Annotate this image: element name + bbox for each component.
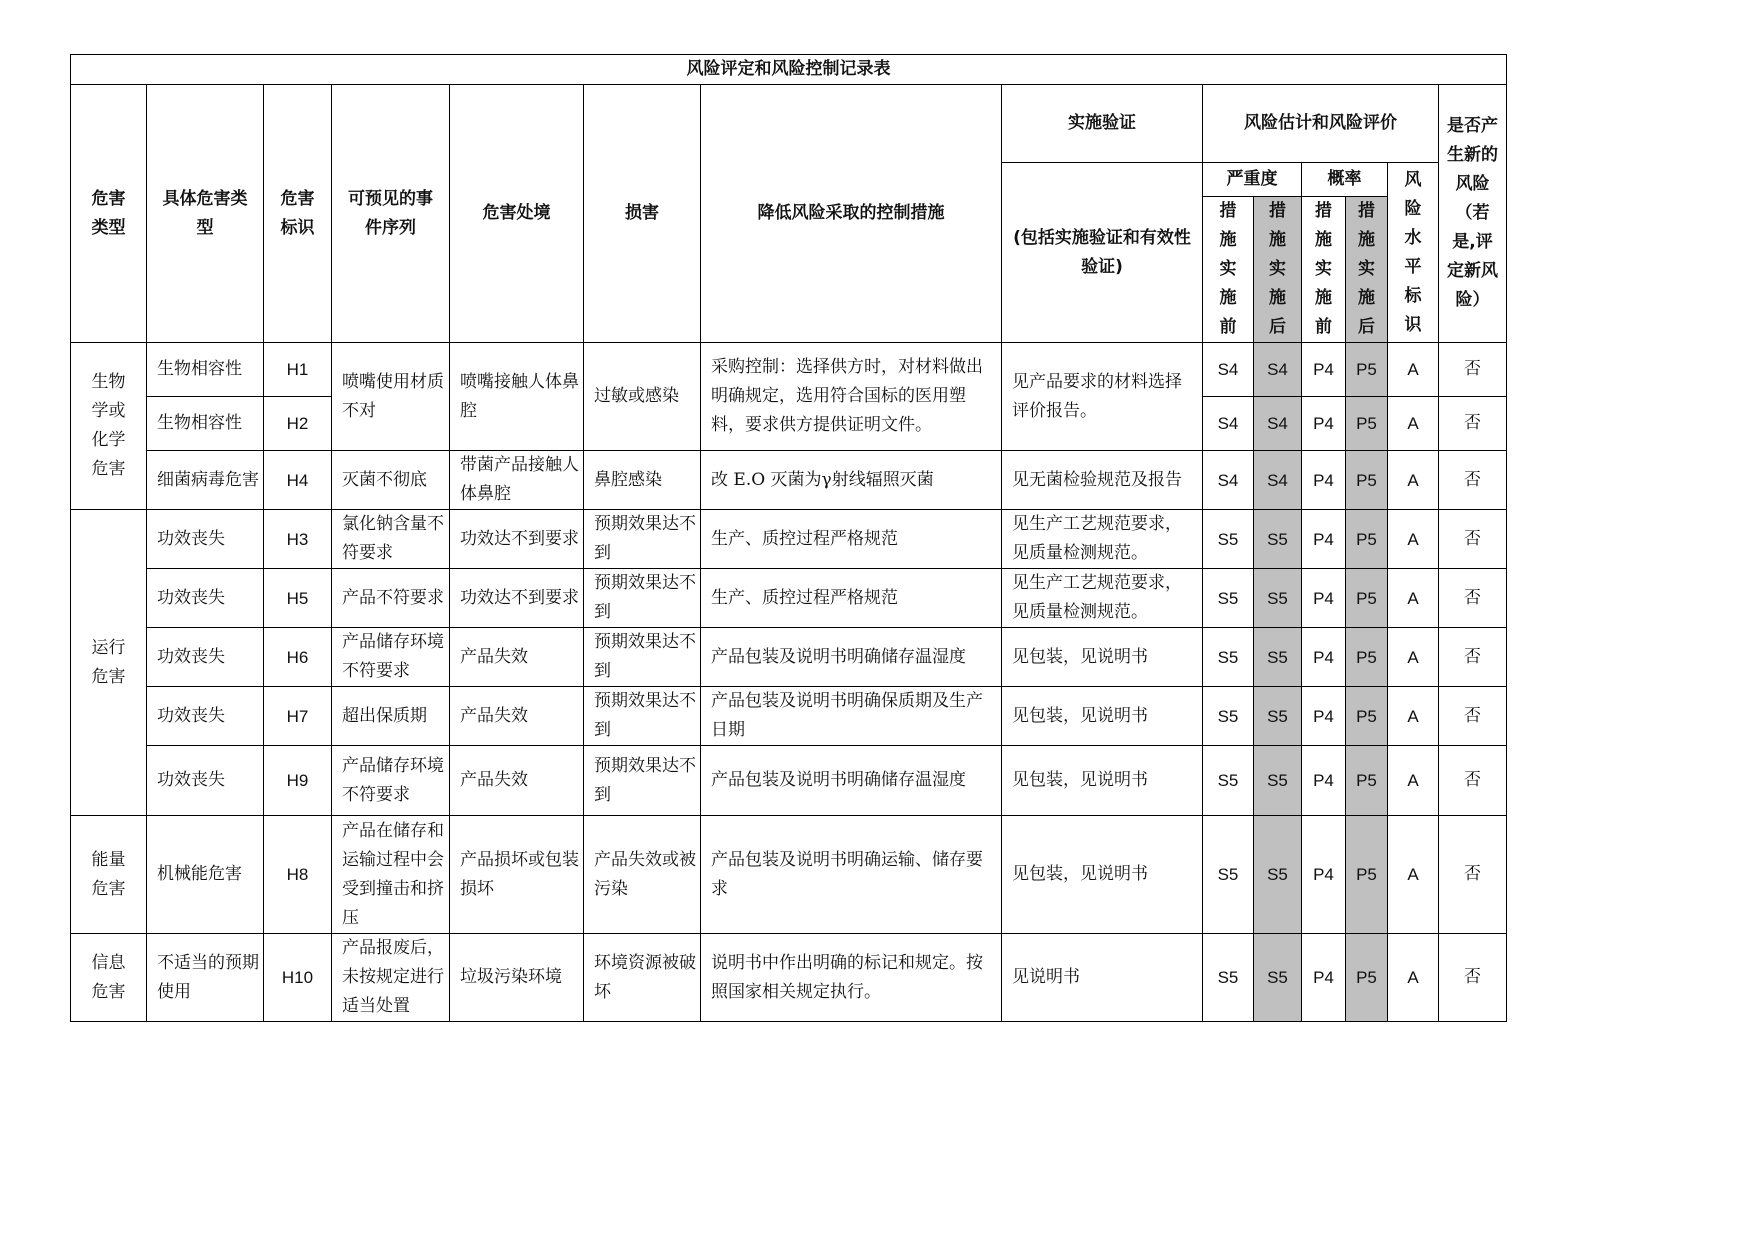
risk-level: A	[1388, 628, 1439, 687]
severity-before: S4	[1203, 343, 1254, 397]
hazard-id: H6	[264, 628, 332, 687]
hazard-id: H7	[264, 687, 332, 746]
table-title: 风险评定和风险控制记录表	[71, 55, 1507, 85]
verification: 见说明书	[1002, 934, 1203, 1022]
new-risk: 否	[1439, 343, 1507, 397]
specific-hazard: 功效丧失	[147, 569, 264, 628]
hazard-situation: 功效达不到要求	[450, 510, 584, 569]
header-probability-before: 措施实施前	[1302, 197, 1346, 343]
control-measure: 产品包装及说明书明确运输、储存要求	[701, 816, 1002, 934]
severity-before: S4	[1203, 451, 1254, 510]
group-label: 生物学或化学危害	[71, 343, 147, 510]
event-sequence: 产品储存环境不符要求	[332, 628, 450, 687]
probability-after: P5	[1346, 451, 1388, 510]
harm: 鼻腔感染	[584, 451, 701, 510]
severity-before: S5	[1203, 510, 1254, 569]
header-harm: 损害	[584, 85, 701, 343]
probability-before: P4	[1302, 816, 1346, 934]
control-measure: 产品包装及说明书明确储存温湿度	[701, 628, 1002, 687]
probability-after: P5	[1346, 816, 1388, 934]
probability-after: P5	[1346, 628, 1388, 687]
severity-after: S5	[1254, 934, 1302, 1022]
hazard-id: H2	[264, 397, 332, 451]
harm: 预期效果达不到	[584, 569, 701, 628]
verification: 见包装，见说明书	[1002, 746, 1203, 816]
group-label: 运行危害	[71, 510, 147, 816]
harm: 预期效果达不到	[584, 746, 701, 816]
header-risk-eval: 风险估计和风险评价	[1203, 85, 1439, 163]
header-event-sequence: 可预见的事件序列	[332, 85, 450, 343]
hazard-situation: 产品失效	[450, 687, 584, 746]
risk-level: A	[1388, 816, 1439, 934]
specific-hazard: 机械能危害	[147, 816, 264, 934]
hazard-situation: 喷嘴接触人体鼻腔	[450, 343, 584, 451]
probability-before: P4	[1302, 451, 1346, 510]
specific-hazard: 功效丧失	[147, 687, 264, 746]
verification: 见包装，见说明书	[1002, 687, 1203, 746]
specific-hazard: 生物相容性	[147, 343, 264, 397]
group-label: 能量危害	[71, 816, 147, 934]
hazard-id: H3	[264, 510, 332, 569]
header-hazard-type: 危害类型	[71, 85, 147, 343]
header-severity: 严重度	[1203, 163, 1302, 197]
harm: 过敏或感染	[584, 343, 701, 451]
severity-after: S5	[1254, 510, 1302, 569]
header-risk-level: 风险水平标识	[1388, 163, 1439, 343]
hazard-situation: 功效达不到要求	[450, 569, 584, 628]
header-probability-after: 措施实施后	[1346, 197, 1388, 343]
new-risk: 否	[1439, 397, 1507, 451]
risk-level: A	[1388, 569, 1439, 628]
harm: 产品失效或被污染	[584, 816, 701, 934]
verification: 见无菌检验规范及报告	[1002, 451, 1203, 510]
probability-before: P4	[1302, 628, 1346, 687]
verification: 见包装，见说明书	[1002, 816, 1203, 934]
probability-after: P5	[1346, 687, 1388, 746]
event-sequence: 产品在储存和运输过程中会受到撞击和挤压	[332, 816, 450, 934]
probability-before: P4	[1302, 569, 1346, 628]
probability-after: P5	[1346, 746, 1388, 816]
harm: 预期效果达不到	[584, 687, 701, 746]
severity-before: S5	[1203, 816, 1254, 934]
severity-after: S5	[1254, 687, 1302, 746]
verification: 见生产工艺规范要求，见质量检测规范。	[1002, 510, 1203, 569]
harm: 环境资源被破坏	[584, 934, 701, 1022]
probability-before: P4	[1302, 934, 1346, 1022]
severity-before: S5	[1203, 569, 1254, 628]
verification: 见产品要求的材料选择评价报告。	[1002, 343, 1203, 451]
severity-after: S5	[1254, 746, 1302, 816]
probability-after: P5	[1346, 510, 1388, 569]
new-risk: 否	[1439, 934, 1507, 1022]
control-measure: 生产、质控过程严格规范	[701, 510, 1002, 569]
header-specific-hazard: 具体危害类型	[147, 85, 264, 343]
header-control-measures: 降低风险采取的控制措施	[701, 85, 1002, 343]
event-sequence: 灭菌不彻底	[332, 451, 450, 510]
new-risk: 否	[1439, 628, 1507, 687]
event-sequence: 喷嘴使用材质不对	[332, 343, 450, 451]
hazard-situation: 垃圾污染环境	[450, 934, 584, 1022]
control-measure: 产品包装及说明书明确储存温湿度	[701, 746, 1002, 816]
event-sequence: 氯化钠含量不符要求	[332, 510, 450, 569]
hazard-situation: 带菌产品接触人体鼻腔	[450, 451, 584, 510]
specific-hazard: 细菌病毒危害	[147, 451, 264, 510]
severity-after: S5	[1254, 569, 1302, 628]
risk-record-table	[70, 54, 1507, 1022]
severity-after: S5	[1254, 628, 1302, 687]
probability-before: P4	[1302, 746, 1346, 816]
risk-level: A	[1388, 934, 1439, 1022]
probability-after: P5	[1346, 397, 1388, 451]
control-measure: 改 E.O 灭菌为γ射线辐照灭菌	[701, 451, 1002, 510]
severity-before: S5	[1203, 746, 1254, 816]
hazard-id: H1	[264, 343, 332, 397]
event-sequence: 超出保质期	[332, 687, 450, 746]
hazard-id: H8	[264, 816, 332, 934]
hazard-id: H4	[264, 451, 332, 510]
probability-before: P4	[1302, 687, 1346, 746]
verification: 见生产工艺规范要求，见质量检测规范。	[1002, 569, 1203, 628]
event-sequence: 产品不符要求	[332, 569, 450, 628]
hazard-situation: 产品失效	[450, 628, 584, 687]
probability-before: P4	[1302, 397, 1346, 451]
risk-level: A	[1388, 451, 1439, 510]
risk-level: A	[1388, 687, 1439, 746]
new-risk: 否	[1439, 569, 1507, 628]
header-new-risk: 是否产生新的风险（若是,评定新风险）	[1439, 85, 1507, 343]
control-measure: 产品包装及说明书明确保质期及生产日期	[701, 687, 1002, 746]
group-label: 信息危害	[71, 934, 147, 1022]
probability-after: P5	[1346, 343, 1388, 397]
probability-after: P5	[1346, 934, 1388, 1022]
severity-after: S4	[1254, 397, 1302, 451]
new-risk: 否	[1439, 816, 1507, 934]
hazard-id: H10	[264, 934, 332, 1022]
control-measure: 生产、质控过程严格规范	[701, 569, 1002, 628]
header-verification-sub: (包括实施验证和有效性验证)	[1002, 163, 1203, 343]
probability-before: P4	[1302, 510, 1346, 569]
new-risk: 否	[1439, 510, 1507, 569]
harm: 预期效果达不到	[584, 628, 701, 687]
risk-level: A	[1388, 746, 1439, 816]
header-severity-before: 措施实施前	[1203, 197, 1254, 343]
specific-hazard: 功效丧失	[147, 746, 264, 816]
event-sequence: 产品储存环境不符要求	[332, 746, 450, 816]
header-hazard-id: 危害标识	[264, 85, 332, 343]
hazard-situation: 产品失效	[450, 746, 584, 816]
header-hazard-situation: 危害处境	[450, 85, 584, 343]
control-measure: 说明书中作出明确的标记和规定。按照国家相关规定执行。	[701, 934, 1002, 1022]
severity-after: S5	[1254, 816, 1302, 934]
hazard-id: H5	[264, 569, 332, 628]
severity-after: S4	[1254, 451, 1302, 510]
specific-hazard: 功效丧失	[147, 628, 264, 687]
header-probability: 概率	[1302, 163, 1388, 197]
hazard-id: H9	[264, 746, 332, 816]
event-sequence: 产品报废后，未按规定进行适当处置	[332, 934, 450, 1022]
control-measure: 采购控制：选择供方时，对材料做出明确规定，选用符合国标的医用塑料，要求供方提供证明文件。	[701, 343, 1002, 451]
specific-hazard: 生物相容性	[147, 397, 264, 451]
risk-level: A	[1388, 510, 1439, 569]
risk-level: A	[1388, 397, 1439, 451]
new-risk: 否	[1439, 687, 1507, 746]
severity-before: S5	[1203, 687, 1254, 746]
new-risk: 否	[1439, 451, 1507, 510]
specific-hazard: 不适当的预期使用	[147, 934, 264, 1022]
probability-after: P5	[1346, 569, 1388, 628]
verification: 见包装，见说明书	[1002, 628, 1203, 687]
header-severity-after: 措施实施后	[1254, 197, 1302, 343]
hazard-situation: 产品损坏或包装损坏	[450, 816, 584, 934]
severity-before: S4	[1203, 397, 1254, 451]
severity-before: S5	[1203, 934, 1254, 1022]
specific-hazard: 功效丧失	[147, 510, 264, 569]
new-risk: 否	[1439, 746, 1507, 816]
severity-after: S4	[1254, 343, 1302, 397]
risk-level: A	[1388, 343, 1439, 397]
header-verification: 实施验证	[1002, 85, 1203, 163]
probability-before: P4	[1302, 343, 1346, 397]
harm: 预期效果达不到	[584, 510, 701, 569]
severity-before: S5	[1203, 628, 1254, 687]
